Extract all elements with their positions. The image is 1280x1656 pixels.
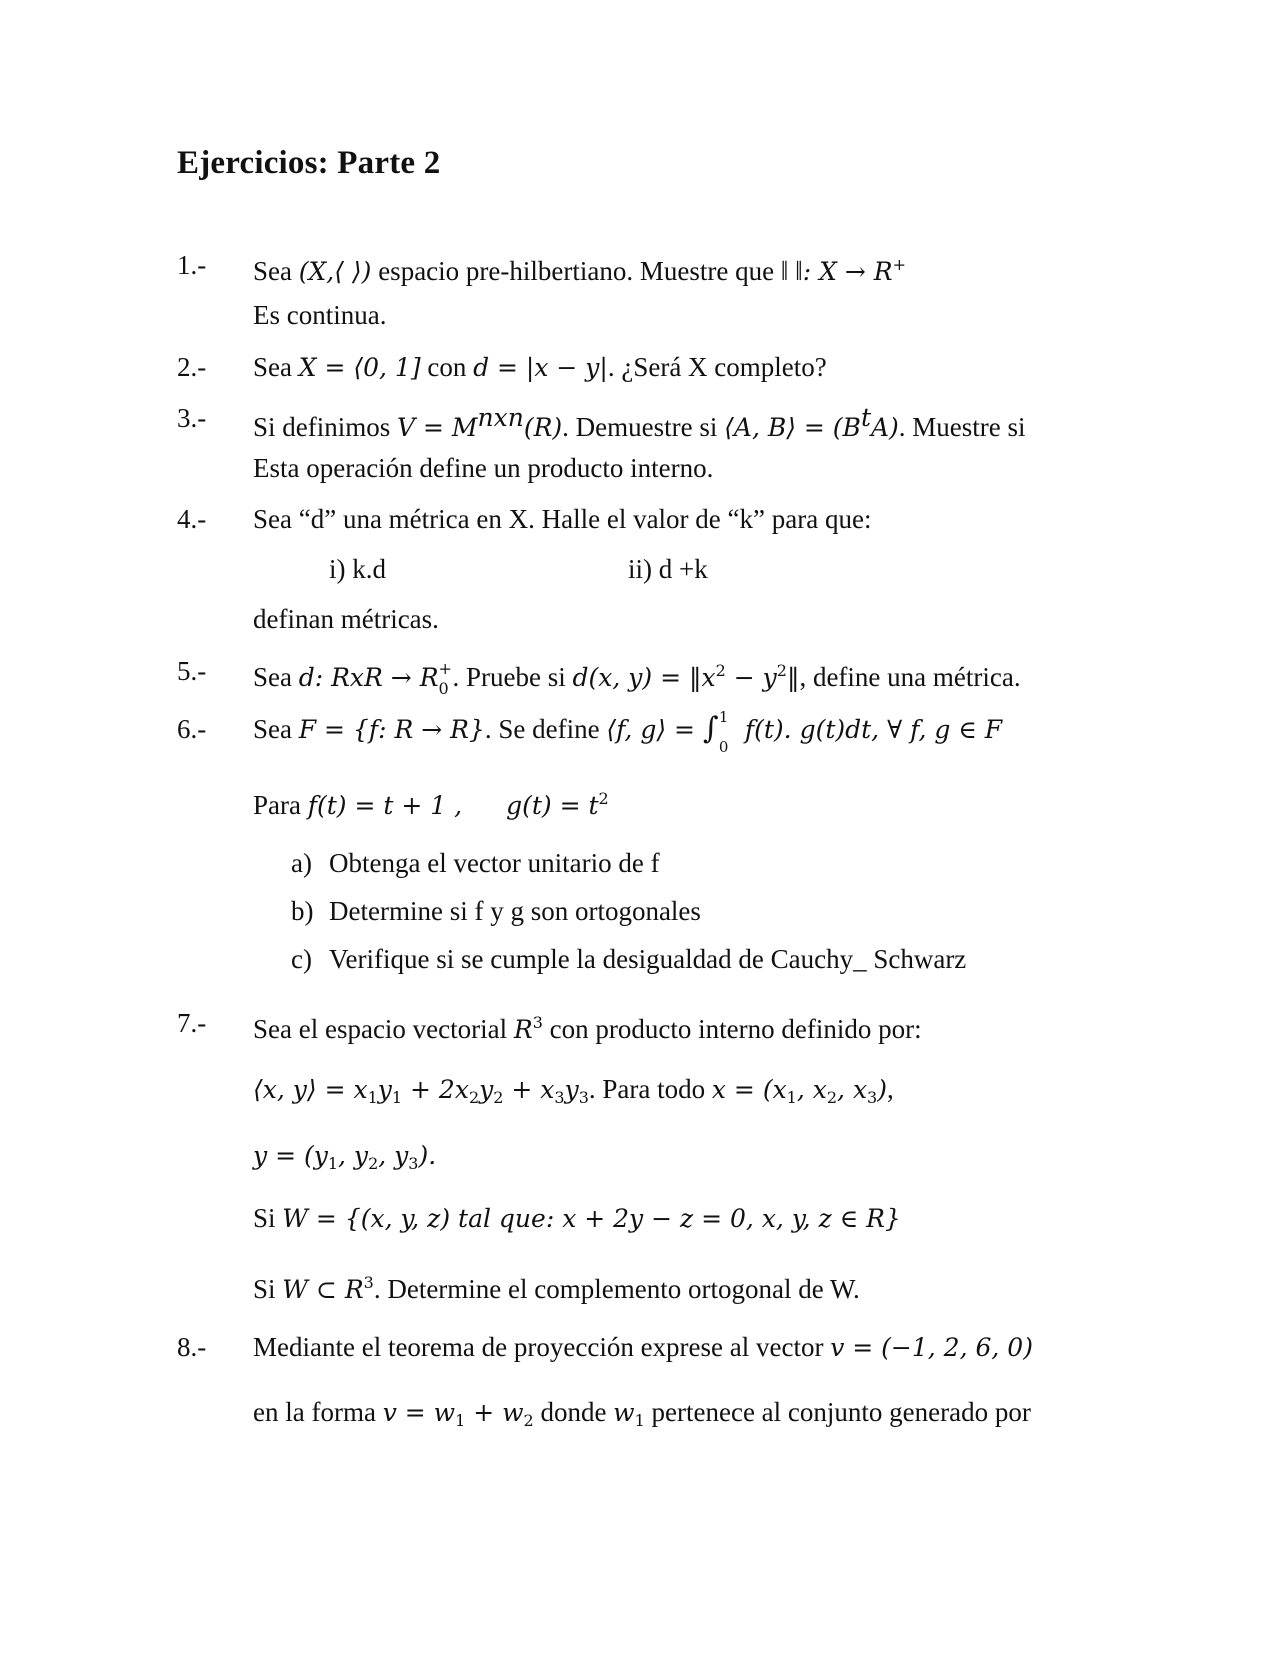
exercise-7-line-3: $y = (y_1$, $y_2$, $y_3$). <box>253 1141 437 1173</box>
integral-sign: ∫ 1 0 <box>702 708 729 756</box>
list-item-b: Determine si f y g son ortogonales <box>329 896 701 926</box>
list-marker-c: c) <box>291 944 312 974</box>
exercise-5-line-1: Sea d: RxR → R + 0 . Pruebe si d(x, $y) = ‖x^2$ − $y^2‖$, define una métrica. <box>253 659 1021 698</box>
exercise-number: 6.- <box>177 714 207 744</box>
exercise-7-line-1: Sea el espacio vectorial $R^3$ con producto interno definido por: <box>253 1013 922 1044</box>
exercise-number: 4.- <box>177 504 207 534</box>
exercise-number: 3.- <box>177 403 207 433</box>
exercise-number: 7.- <box>177 1008 207 1038</box>
exercise-number: 8.- <box>177 1332 207 1362</box>
exercise-number: 2.- <box>177 352 207 382</box>
exercise-1-line-2: Es continua. <box>253 300 387 330</box>
option-i: i) k.d <box>329 554 386 584</box>
exercise-4-line-3: definan métricas. <box>253 604 439 634</box>
exercise-6-line-2: Para f(t) = t + 1 , $g(t) = t^2$ <box>253 789 609 820</box>
list-marker-a: a) <box>291 848 312 878</box>
exercise-3-line-1: Si definimos $V = M^{nxn}(R)$. Demuestre si ⟨A, B⟩ = $(B^tA)$. Muestre si <box>253 403 1026 442</box>
page-title: Ejercicios: Parte 2 <box>177 145 441 181</box>
exercise-6-line-1: Sea F = {f: R → R}. Se define ⟨f, g⟩ = ∫ 1 0 f(t). g(t)dt, ∀ f, g ∈ F <box>253 708 1003 756</box>
exercise-8-line-1: Mediante el teorema de proyección exprese al vector v = (−1, 2, 6, 0) <box>253 1332 1033 1362</box>
exercise-3-line-2: Esta operación define un producto interno. <box>253 453 714 483</box>
option-ii: ii) d +k <box>628 554 708 584</box>
exercise-1-line-1: Sea (X,⟨ ⟩) espacio pre-hilbertiano. Muestre que ‖ ‖: X → R+ <box>253 255 906 286</box>
exercise-number: 5.- <box>177 656 207 686</box>
exercise-2-line-1: Sea X = ⟨0, 1] con d = |x − y|. ¿Será X completo? <box>253 352 827 382</box>
exercise-7-line-2: ⟨x, y⟩ = $x_1y_1 + 2x_2y_2 + x_3y_3$. Para todo $x = (x_1$, $x_2$, $x_3$), <box>253 1074 894 1107</box>
list-item-c: Verifique si se cumple la desigualdad de Cauchy_ Schwarz <box>329 944 967 974</box>
exercise-8-line-2: en la forma $v = w_1 + w_2$ donde $w_1$ pertenece al conjunto generado por <box>253 1397 1031 1430</box>
exercise-number: 1.- <box>177 250 207 280</box>
exercise-7-line-4: Si W = {(x, y, z) tal que: x + 2y − z = 0, x, y, z ∈ R} <box>253 1203 901 1233</box>
list-item-a: Obtenga el vector unitario de f <box>329 848 660 878</box>
exercise-7-line-5: Si W ⊂ $R^3$. Determine el complemento ortogonal de W. <box>253 1273 860 1304</box>
exercise-4-line-1: Sea “d” una métrica en X. Halle el valor de “k” para que: <box>253 504 872 534</box>
list-marker-b: b) <box>291 896 314 926</box>
